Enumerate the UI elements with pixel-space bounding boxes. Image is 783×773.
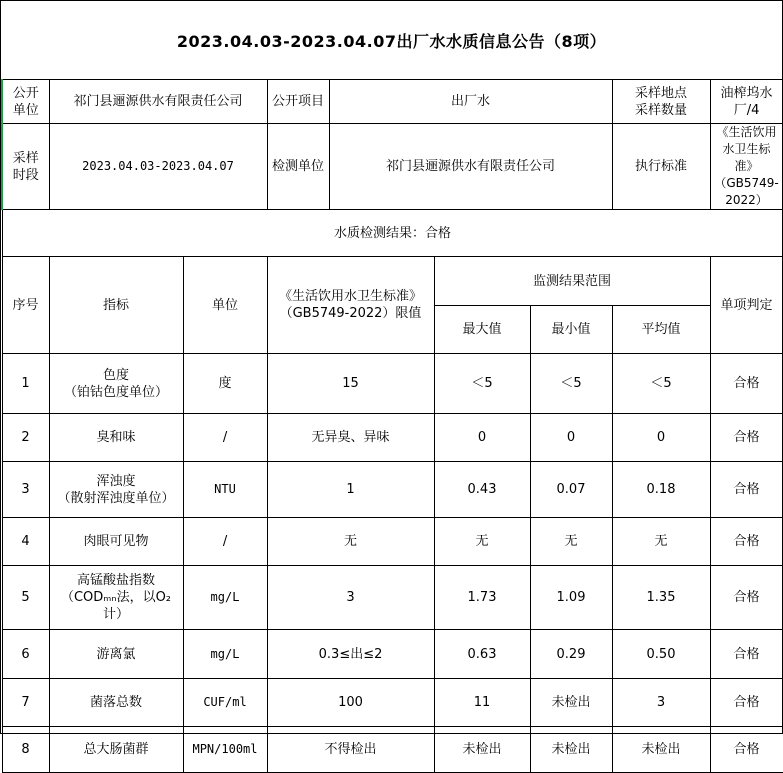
row-max: 0.63 [434, 630, 530, 679]
row-avg: 无 [612, 518, 710, 566]
info-label-sampling-site: 采样地点 采样数量 [612, 80, 710, 124]
table-row [2, 727, 783, 773]
header-min: 最小值 [530, 306, 612, 354]
row-seq: 4 [2, 518, 49, 566]
row-judge: 合格 [710, 354, 783, 414]
info-label-standard: 执行标准 [612, 124, 710, 210]
row-limit: 1 [267, 462, 434, 518]
row-judge: 合格 [710, 727, 783, 773]
row-indicator: 肉眼可见物 [49, 518, 183, 566]
table-row [2, 462, 783, 518]
row-judge: 合格 [710, 630, 783, 679]
row-min: 0.29 [530, 630, 612, 679]
table-row [2, 630, 783, 679]
row-limit: 3 [267, 566, 434, 630]
info-value-sampling-period: 2023.04.03-2023.04.07 [49, 124, 267, 210]
info-value-publish-item: 出厂水 [329, 80, 612, 124]
header-avg: 平均值 [612, 306, 710, 354]
row-seq: 6 [2, 630, 49, 679]
table-row [2, 414, 783, 462]
row-avg: 3 [612, 679, 710, 727]
row-unit: CUF/ml [183, 679, 267, 727]
row-min: 0.07 [530, 462, 612, 518]
row-unit: NTU [183, 462, 267, 518]
row-judge: 合格 [710, 414, 783, 462]
row-avg: 0 [612, 414, 710, 462]
info-row-1 [2, 80, 783, 124]
row-avg: 未检出 [612, 727, 710, 773]
notice-title: 2023.04.03-2023.04.07出厂水水质信息公告（8项） [176, 31, 607, 51]
overall-result: 水质检测结果：合格 [2, 210, 783, 257]
row-max: 11 [434, 679, 530, 727]
header-max: 最大值 [434, 306, 530, 354]
row-limit: 不得检出 [267, 727, 434, 773]
row-seq: 2 [2, 414, 49, 462]
row-seq: 3 [2, 462, 49, 518]
row-limit: 0.3≤出≤2 [267, 630, 434, 679]
header-range: 监测结果范围 [434, 257, 710, 306]
info-value-testing-unit: 祁门县逦源供水有限责任公司 [329, 124, 612, 210]
row-unit: / [183, 518, 267, 566]
row-min: 未检出 [530, 679, 612, 727]
table-row [2, 679, 783, 727]
info-label-testing-unit: 检测单位 [267, 124, 329, 210]
row-seq: 1 [2, 354, 49, 414]
header-limit: 《生活饮用水卫生标准》 （GB5749-2022）限值 [267, 257, 434, 354]
row-max: 1.73 [434, 566, 530, 630]
row-judge: 合格 [710, 462, 783, 518]
row-min: 未检出 [530, 727, 612, 773]
row-indicator: 色度 （铂钴色度单位） [49, 354, 183, 414]
row-indicator: 高锰酸盐指数 （CODₘₙ法，以O₂计） [49, 566, 183, 630]
row-seq: 5 [2, 566, 49, 630]
row-unit: mg/L [183, 630, 267, 679]
row-judge: 合格 [710, 566, 783, 630]
row-judge: 合格 [710, 679, 783, 727]
header-indicator: 指标 [49, 257, 183, 354]
row-indicator: 游离氯 [49, 630, 183, 679]
row-unit: / [183, 414, 267, 462]
info-value-publish-unit: 祁门县逦源供水有限责任公司 [49, 80, 267, 124]
row-limit: 无 [267, 518, 434, 566]
row-max: ＜5 [434, 354, 530, 414]
header-row-1 [2, 257, 783, 306]
row-indicator: 浑浊度 （散射浑浊度单位） [49, 462, 183, 518]
info-label-publish-item: 公开项目 [267, 80, 329, 124]
table-row [2, 518, 783, 566]
row-max: 0 [434, 414, 530, 462]
row-avg: 1.35 [612, 566, 710, 630]
row-avg: ＜5 [612, 354, 710, 414]
row-min: 0 [530, 414, 612, 462]
water-quality-table [1, 79, 783, 773]
row-unit: 度 [183, 354, 267, 414]
result-row [2, 210, 783, 257]
row-judge: 合格 [710, 518, 783, 566]
row-seq: 8 [2, 727, 49, 773]
row-indicator: 臭和味 [49, 414, 183, 462]
row-min: ＜5 [530, 354, 612, 414]
row-unit: MPN/100ml [183, 727, 267, 773]
row-max: 未检出 [434, 727, 530, 773]
row-indicator: 菌落总数 [49, 679, 183, 727]
row-limit: 无异臭、异味 [267, 414, 434, 462]
info-value-standard: 《生活饮用水卫生标准》 （GB5749-2022） [710, 124, 783, 210]
info-row-2 [2, 124, 783, 210]
row-indicator: 总大肠菌群 [49, 727, 183, 773]
row-limit: 15 [267, 354, 434, 414]
row-min: 1.09 [530, 566, 612, 630]
row-unit: mg/L [183, 566, 267, 630]
header-seq: 序号 [2, 257, 49, 354]
info-label-publish-unit: 公开 单位 [2, 80, 49, 124]
info-value-sampling-site: 油榨坞水厂/4 [710, 80, 783, 124]
table-row [2, 354, 783, 414]
row-max: 0.43 [434, 462, 530, 518]
row-limit: 100 [267, 679, 434, 727]
row-avg: 0.18 [612, 462, 710, 518]
header-unit: 单位 [183, 257, 267, 354]
row-avg: 0.50 [612, 630, 710, 679]
header-judge: 单项判定 [710, 257, 783, 354]
info-label-sampling-period: 采样 时段 [2, 124, 49, 210]
table-row [2, 566, 783, 630]
row-seq: 7 [2, 679, 49, 727]
row-min: 无 [530, 518, 612, 566]
row-max: 无 [434, 518, 530, 566]
